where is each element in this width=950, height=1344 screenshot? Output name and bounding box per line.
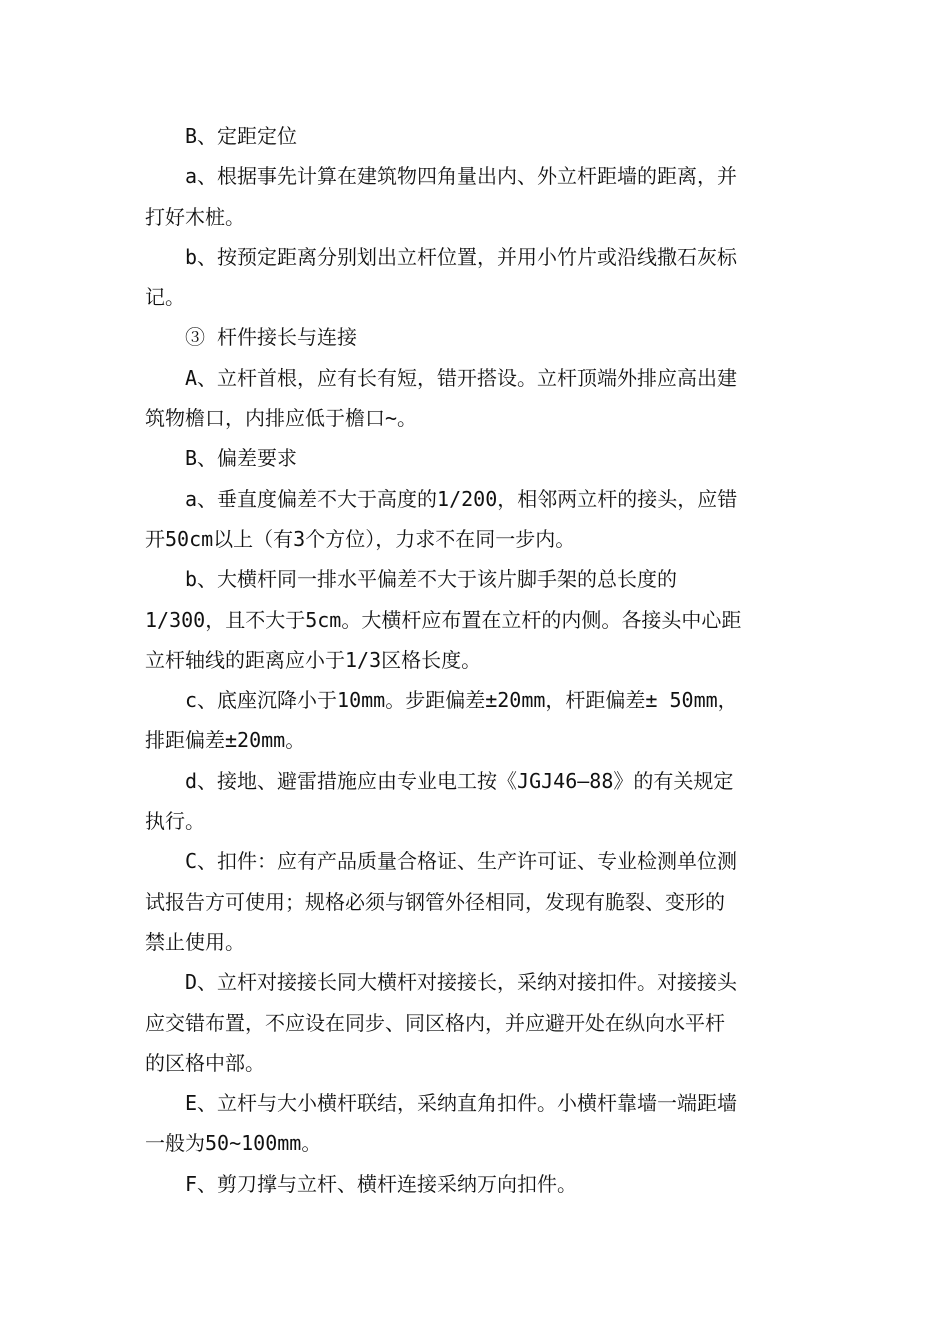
text-line: 一般为50~100mm。 (145, 1131, 322, 1156)
paragraph-item-b-mark (145, 237, 815, 318)
paragraph-item-D-butt-joint (145, 962, 815, 1083)
paragraph-item-C-fasteners (145, 841, 815, 962)
paragraph-item-a-measure (145, 156, 815, 237)
text-line: C、扣件：应有产品质量合格证、生产许可证、专业检测单位测 (185, 849, 738, 874)
paragraph-spacing-positioning (145, 116, 815, 156)
text-line: b、大横杆同一排水平偏差不大于该片脚手架的总长度的 (185, 567, 678, 592)
text-line: 筑物檐口，内排应低于檐口~。 (145, 406, 418, 431)
text-line: d、接地、避雷措施应由专业电工按《JGJ46—88》的有关规定 (185, 768, 734, 793)
text-line: 记。 (145, 285, 185, 310)
text-line: a、根据事先计算在建筑物四角量出内、外立杆距墙的距离，并 (185, 164, 738, 189)
paragraph-item-a-verticality (145, 479, 815, 560)
text-line: E、立杆与大小横杆联结，采纳直角扣件。小横杆靠墙一端距墙 (185, 1091, 738, 1116)
text-line: D、立杆对接接长同大横杆对接接长，采纳对接扣件。对接接头 (185, 970, 738, 995)
text-line: 试报告方可使用；规格必须与钢管外径相同，发现有脆裂、变形的 (145, 889, 725, 914)
text-line: b、按预定距离分别划出立杆位置，并用小竹片或沿线撒石灰标 (185, 244, 738, 269)
text-line: A、立杆首根，应有长有短，错开搭设。立杆顶端外排应高出建 (185, 365, 738, 390)
text-line: ③ 杆件接长与连接 (185, 325, 358, 350)
paragraph-item-B-deviation (145, 438, 815, 478)
paragraph-item-d-grounding (145, 761, 815, 842)
text-line: 的区格中部。 (145, 1050, 265, 1075)
text-line: 应交错布置，不应设在同步、同区格内，并应避开处在纵向水平杆 (145, 1010, 725, 1035)
text-line: 开50cm以上（有3个方位），力求不在同一步内。 (145, 526, 576, 551)
text-line: 执行。 (145, 809, 205, 834)
text-line: 禁止使用。 (145, 929, 245, 954)
text-line: 1/300，且不大于5cm。大横杆应布置在立杆的内侧。各接头中心距 (145, 607, 742, 632)
text-line: 立杆轴线的距离应小于1/3区格长度。 (145, 647, 482, 672)
text-line: 排距偏差±20mm。 (145, 728, 306, 753)
text-line: a、垂直度偏差不大于高度的1/200，相邻两立杆的接头，应错 (185, 486, 738, 511)
text-line: B、定距定位 (185, 124, 298, 148)
paragraph-item-b-horizontal (145, 559, 815, 680)
document-body (145, 116, 815, 1204)
text-line: 打好木桩。 (145, 204, 245, 229)
text-line: F、剪刀撑与立杆、横杆连接采纳万向扣件。 (185, 1171, 578, 1196)
paragraph-item-F-bracing (145, 1164, 815, 1204)
paragraph-item-c-settlement (145, 680, 815, 761)
text-line: B、偏差要求 (185, 446, 298, 471)
paragraph-item-A-first-pole (145, 358, 815, 439)
paragraph-item-E-right-angle (145, 1083, 815, 1164)
section-heading-extension-connection (145, 317, 815, 357)
text-line: c、底座沉降小于10mm。步距偏差±20mm，杆距偏差± 50mm， (185, 688, 738, 713)
